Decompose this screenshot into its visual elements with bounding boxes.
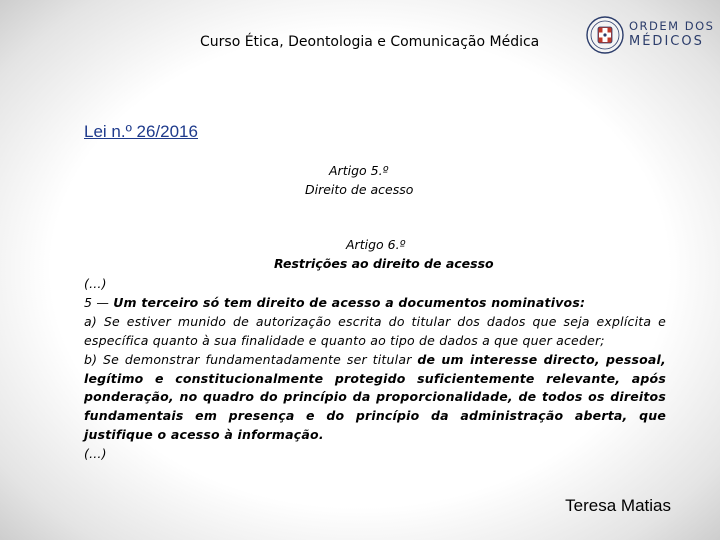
article-5-number: Artigo 5.º: [329, 163, 389, 178]
logo-line-medicos: MÉDICOS: [629, 34, 704, 49]
article-6-title: Restrições ao direito de acesso: [274, 256, 494, 271]
logo-text: [629, 19, 714, 49]
article-5-title: Direito de acesso: [305, 182, 414, 197]
item-a: a) Se estiver munido de autorização escrita do titular dos dados que seja explícita e específica quanto à sua finalidade e quanto ao tipo de dados a que quer aceder;: [84, 313, 666, 348]
article-body: [84, 275, 666, 464]
author-name: Teresa Matias: [565, 496, 671, 515]
course-title: Curso Ética, Deontologia e Comunicação Médica: [200, 34, 540, 50]
ellipsis-close: (...): [84, 446, 107, 462]
item-b-bold-text: de um interesse directo, pessoal, legítimo e constitucionalmente protegido suficientemente relevante, após ponderação, no quadro do princípio da proporcionalidade, de todos os direitos fundamentais em presença e do princípio da administração aberta, que justifique o acesso à informação.: [84, 351, 666, 443]
article-6-number: Artigo 6.º: [346, 237, 406, 252]
item-b-prefix: b) Se demonstrar fundamentadamente ser titular: [84, 351, 418, 367]
paragraph-5-text: Um terceiro só tem direito de acesso a documentos nominativos:: [113, 294, 586, 310]
paragraph-5-prefix: 5 —: [84, 294, 114, 310]
item-b: [84, 351, 666, 446]
ordem-dos-medicos-logo: [586, 16, 715, 56]
paragraph-5: [84, 294, 666, 313]
logo-line-ordem: ORDEM DOS: [629, 19, 715, 33]
ordem-seal-icon: [586, 16, 624, 54]
law-title-link[interactable]: Lei n.º 26/2016: [84, 122, 198, 141]
ellipsis-open: (...): [84, 276, 107, 291]
